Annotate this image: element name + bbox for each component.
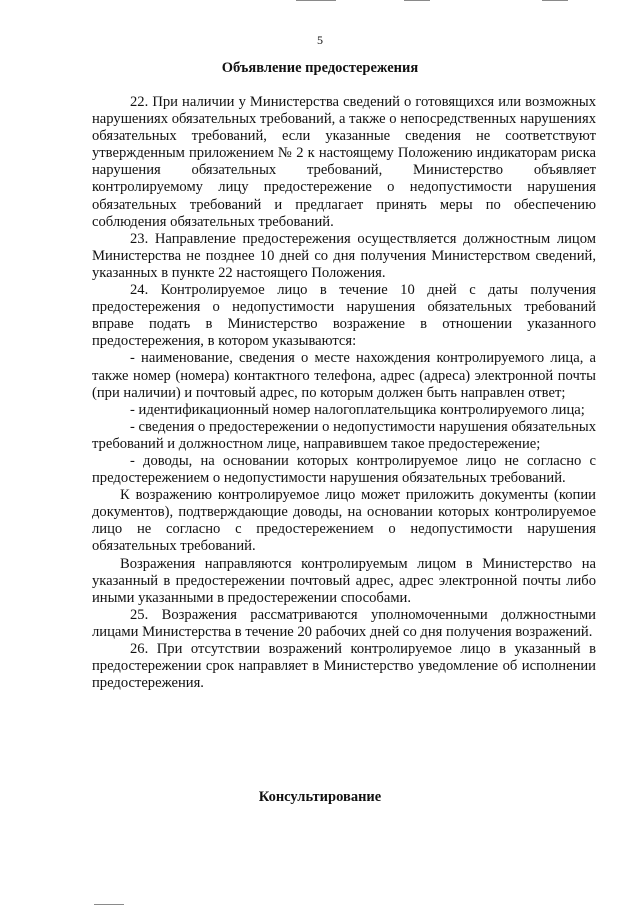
scan-edge-mark [296,0,336,1]
scan-edge-mark [404,0,430,1]
paragraph-24: 24. Контролируемое лицо в течение 10 дней с даты получения предостережения о недопустимости нарушения обязательных требований вправе подать в Министерство возражение в отношении указанного предостережения, в котором указываются: [92,282,596,350]
list-item-inn: - идентификационный номер налогоплательщика контролируемого лица; [130,401,585,418]
paragraph-23: 23. Направление предостережения осуществляется должностным лицом Министерства не позднее 10 дней со дня получения Министерством сведений, указанных в пункте 22 настоящего Положения. [92,230,596,281]
paragraph-25: 25. Возражения рассматриваются уполномоченными должностными лицами Министерства в течение 20 рабочих дней со дня получения возражений. [92,606,596,640]
list-item-name-address: - наименование, сведения о месте нахождения контролируемого лица, а также номер (номера) контактного телефона, адрес (адреса) электронной почты (при наличии) и почтовый адрес, по которым должен быть направлен ответ; [92,350,596,401]
list-item-arguments: - доводы, на основании которых контролируемое лицо не согласно с предостережением о недопустимости нарушения обязательных требований. [92,452,596,487]
paragraph-attachments: К возражению контролируемое лицо может приложить документы (копии документов), подтверждающие доводы, на основании которых контролируемое лицо не согласно с предостережением о недопустимости нарушения обязательных требований. [92,487,596,555]
section-heading-consulting: Консультирование [258,789,382,805]
paragraph-objections-delivery: Возражения направляются контролируемым лицом в Министерство на указанный в предостережении почтовый адрес, адрес электронной почты либо иными указанными в предостережении способами. [92,555,596,606]
paragraph-22: 22. При наличии у Министерства сведений о готовящихся или возможных нарушениях обязательных требований, а также о непосредственных нарушениях обязательных требований, если указанные сведения не соответствуют утвержденным приложением № 2 к настоящему Положению индикаторам риска нарушения обязательных требований, Министерство объявляет контролируемому лицу предостережение о недопустимости нарушения обязательных требований и предлагает принять меры по обеспечению соблюдения обязательных требований. [92,94,596,230]
section-body-warning [92,94,596,692]
scan-edge-mark [542,0,568,1]
paragraph-26: 26. При отсутствии возражений контролируемое лицо в указанный в предостережении срок направляет в Министерство уведомление об исполнении предостережения. [92,641,596,692]
section-heading-warning: Объявление предостережения [221,60,419,76]
page-number: 5 [317,33,323,47]
list-item-warning-info: - сведения о предостережении о недопустимости нарушения обязательных требований и должностном лице, направившем такое предостережение; [92,418,596,452]
